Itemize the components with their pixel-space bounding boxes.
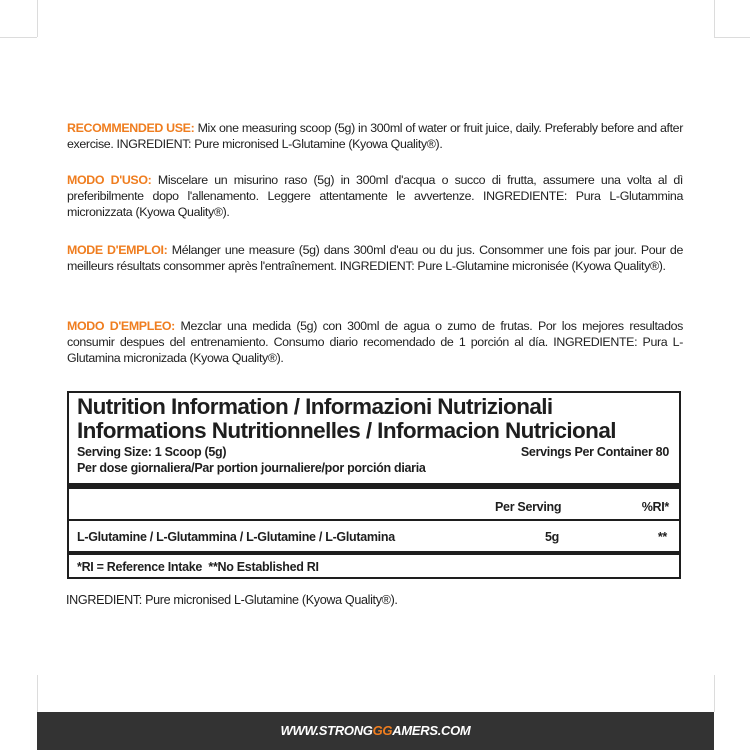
website-prefix: WWW.STRONG — [280, 723, 373, 738]
usage-french — [67, 242, 683, 274]
nutrition-title-line1: Nutrition Information / Informazioni Nutrizionali — [77, 394, 553, 419]
crop-mark-left-top — [37, 0, 38, 37]
usage-spanish — [67, 318, 683, 366]
usage-text: Mélanger une measure (5g) dans 300ml d'eau ou du jus. Consommer une fois par jour. Pour de meilleurs résultats consommer après l'entraînement. INGREDIENT: Pure L-Glutamine micronisée (Kyowa Quality®). — [67, 243, 683, 273]
nutrition-title-line2: Informations Nutritionnelles / Informacion Nutricional — [77, 418, 616, 443]
website-link[interactable] — [37, 723, 714, 738]
crop-mark-right-bottom — [714, 675, 715, 712]
serving-size: Serving Size: 1 Scoop (5g) — [77, 445, 227, 459]
crop-mark-top-left — [0, 37, 37, 38]
usage-label: MODO D'USO: — [67, 173, 152, 187]
usage-label: RECOMMENDED USE: — [67, 121, 195, 135]
ingredient-footer: INGREDIENT: Pure micronised L-Glutamine (Kyowa Quality®). — [66, 593, 398, 607]
usage-label: MODO D'EMPLEO: — [67, 319, 175, 333]
row-ingredient-name: L-Glutamine / L-Glutammina / L-Glutamine / L-Glutamina — [77, 530, 395, 544]
col-header-per-serving: Per Serving — [495, 500, 562, 514]
usage-label: MODE D'EMPLOI: — [67, 243, 168, 257]
table-rule-thick — [69, 551, 679, 555]
usage-text: Mix one measuring scoop (5g) in 300ml of water or fruit juice, daily. Preferably before and after exercise. INGREDIENT: Pure micronised L-Glutamine (Kyowa Quality®). — [67, 121, 683, 151]
nutrition-panel — [67, 391, 681, 579]
table-rule — [69, 519, 679, 521]
nutrition-footnote: *RI = Reference Intake **No Established RI — [77, 560, 319, 574]
row-ingredient-value: 5g — [545, 530, 559, 544]
usage-text: Miscelare un misurino raso (5g) in 300ml d'acqua o succo di frutta, assumere una volta al dì preferibilmente dopo l'allenamento. Leggere attentamente le avvertenze. INGREDIENTE: Pura L-Glutammina micronizzata (Kyowa Quality®). — [67, 173, 683, 219]
usage-italian — [67, 172, 683, 220]
website-suffix: AMERS.COM — [392, 723, 471, 738]
crop-mark-left-bottom — [37, 675, 38, 712]
row-ingredient-ri: ** — [657, 530, 667, 544]
website-accent: GG — [372, 723, 393, 738]
table-rule-thick — [69, 483, 679, 489]
col-header-ri: %RI* — [641, 500, 669, 514]
usage-english — [67, 120, 683, 152]
crop-mark-top-right — [714, 37, 750, 38]
footer-band — [37, 712, 714, 750]
crop-mark-right-top — [714, 0, 715, 37]
per-dose-label: Per dose giornaliera/Par portion journaliere/por porción diaria — [77, 461, 426, 475]
servings-per-container: Servings Per Container 80 — [520, 445, 669, 459]
usage-text: Mezclar una medida (5g) con 300ml de agua o zumo de frutas. Por los mejores resultados consumir despues del entrenamiento. Consumo diario recomendado de 1 porción al día. INGREDIENTE: Pura L-Glutamina micronizada (Kyowa Quality®). — [67, 319, 684, 365]
